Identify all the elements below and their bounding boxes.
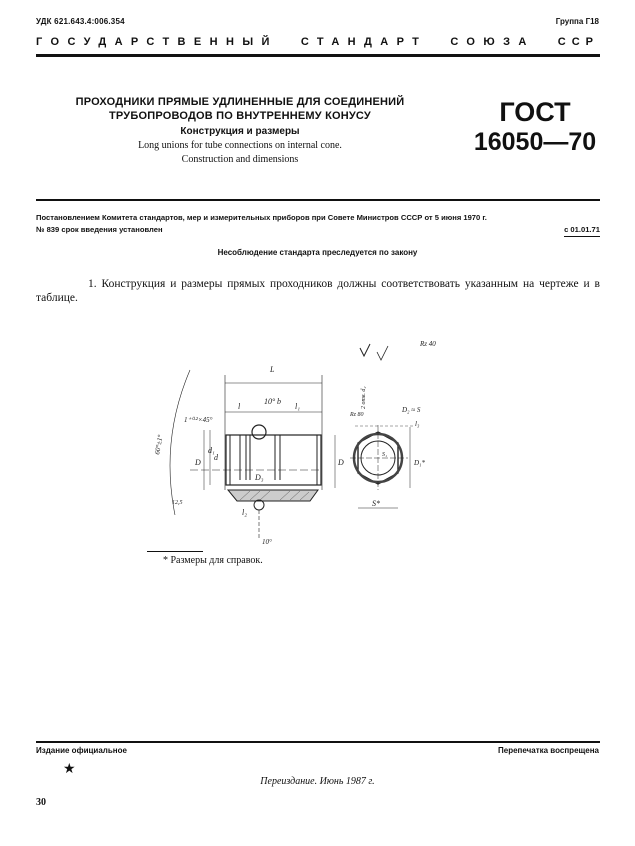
svg-text:60°±1°: 60°±1°	[153, 434, 165, 456]
footnote: * Размеры для справок.	[163, 555, 263, 566]
group-code: Группа Г18	[555, 17, 599, 26]
law-notice: Несоблюдение стандарта преследуется по закону	[217, 248, 418, 257]
svg-text:l₃: l₃	[415, 420, 420, 428]
svg-text:1⁺⁰·²×45°: 1⁺⁰·²×45°	[184, 416, 213, 424]
header-rule	[36, 54, 600, 57]
svg-text:S₁: S₁	[382, 452, 388, 458]
banner-word-4: ССР	[557, 36, 599, 48]
udk-code: УДК 621.643.4:006.354	[36, 17, 125, 26]
svg-text:10°: 10°	[262, 538, 272, 546]
svg-text:l: l	[238, 402, 241, 411]
title-ru-line2: ТРУБОПРОВОДОВ ПО ВНУТРЕННЕМУ КОНУСУ	[109, 110, 371, 122]
svg-text:Rz 40: Rz 40	[420, 340, 436, 348]
end-view	[350, 344, 415, 508]
official-edition: Издание официальное	[36, 746, 127, 755]
svg-text:b: b	[277, 397, 281, 406]
state-standard-banner	[36, 36, 599, 48]
paragraph-1: 1. Конструкция и размеры прямых проходников должны соответствовать указанным на чертеже и в таблице.	[36, 278, 600, 304]
gost-designation	[470, 97, 600, 157]
svg-text:d: d	[214, 453, 218, 462]
footer-rule	[36, 741, 600, 743]
svg-text:D₁*: D₁*	[414, 459, 425, 467]
footnote-rule	[147, 551, 203, 552]
gost-label: ГОСТ	[499, 97, 571, 127]
svg-text:d₁: d₁	[208, 446, 215, 455]
effective-date: с 01.01.71	[564, 224, 600, 237]
title-block	[50, 95, 430, 165]
title-rule	[36, 199, 600, 201]
title-en-line2: Construction and dimensions	[181, 154, 299, 165]
technical-drawing	[150, 330, 480, 550]
svg-text:D₂ ≈ S: D₂ ≈ S	[402, 406, 421, 414]
svg-text:l₂: l₂	[242, 508, 248, 517]
svg-text:D: D	[338, 458, 344, 467]
svg-text:10°: 10°	[264, 397, 276, 406]
page-number: 30	[36, 797, 46, 808]
gost-number: 16050—70	[473, 128, 597, 156]
reissue-note: Переиздание. Июнь 1987 г.	[260, 776, 375, 787]
decree-line1: Постановлением Комитета стандартов, мер и измерительных приборов при Совете Министров СССР от 5 июня 1970 г.	[36, 213, 487, 222]
banner-word-1: ГОСУДАРСТВЕННЫЙ	[36, 36, 278, 48]
title-ru-line1: ПРОХОДНИКИ ПРЯМЫЕ УДЛИНЕННЫЕ ДЛЯ СОЕДИНЕНИЙ	[75, 96, 405, 108]
subtitle-ru: Конструкция и размеры	[180, 126, 300, 137]
svg-text:Rz 80: Rz 80	[350, 412, 364, 418]
svg-text:L: L	[270, 365, 275, 374]
side-view	[170, 370, 335, 540]
svg-text:l₁: l₁	[295, 402, 301, 411]
svg-text:2 отв. d₂: 2 отв. d₂	[361, 386, 367, 409]
svg-text:D: D	[195, 458, 201, 467]
svg-text:12,5: 12,5	[172, 500, 183, 506]
svg-text:S*: S*	[372, 499, 380, 508]
decree-line2: № 839 срок введения установлен	[36, 225, 163, 234]
title-en-line1: Long unions for tube connections on internal cone.	[138, 140, 342, 151]
banner-word-2: СТАНДАРТ	[300, 36, 428, 48]
svg-text:D₃: D₃	[255, 473, 264, 482]
decree-block	[36, 212, 600, 237]
banner-word-3: СОЮЗА	[450, 36, 535, 48]
reprint-prohibited: Перепечатка воспрещена	[498, 746, 599, 755]
star-icon: ★	[63, 760, 76, 776]
